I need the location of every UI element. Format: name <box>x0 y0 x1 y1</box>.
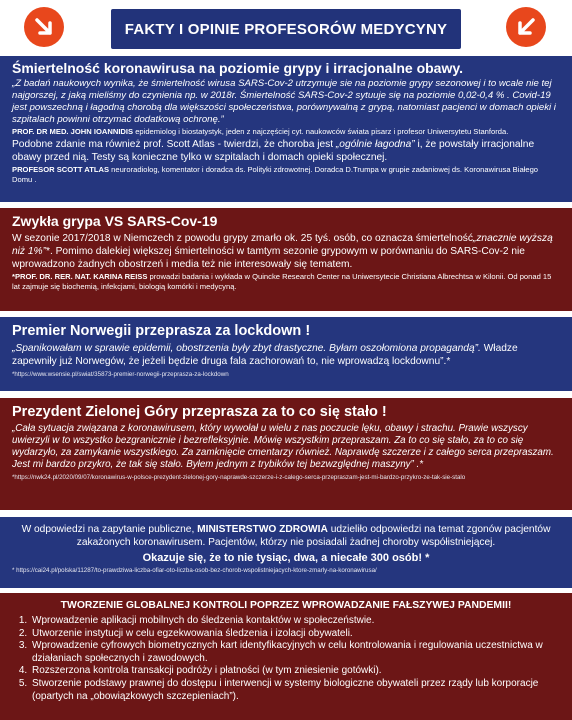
paragraph-norway <box>12 342 560 368</box>
paragraph-ministry <box>12 523 560 549</box>
section-heading: TWORZENIE GLOBALNEJ KONTROLI POPRZEZ WPROWADZANIE FAŁSZYWEJ PANDEMII! <box>60 600 512 611</box>
source-link[interactable]: *https://www.wsensie.pl/swiat/35873-premier-norwegii-przeprasza-za-lockdown <box>12 371 229 378</box>
section-heading: Premier Norwegii przeprasza za lockdown ! <box>12 323 311 339</box>
author-name: PROFESOR SCOTT ATLAS <box>12 165 110 174</box>
source-link[interactable]: * https://cai24.pl/polska/11287/to-prawdziwa-liczba-ofiar-oto-liczba-osob-bez-chorob-wspolistniejacych-ktore-zmarly-na-koronawirusa/ <box>12 567 377 574</box>
control-list <box>12 615 560 703</box>
section-heading: Śmiertelność koronawirusa na poziomie grypy i irracjonalne obawy. <box>12 60 463 76</box>
quote: „Spanikowałam w sprawie epidemii, obostrzenia były zbyt drastyczne. Byłam oszołomiona propagandą”. <box>12 343 481 354</box>
list-item: 2. Utworzenie instytucji w celu egzekwowania śledzenia i izolacji obywateli. <box>30 628 560 641</box>
text: W sezonie 2017/2018 w Niemczech z powodu grypy zmarło ok. 25 tyś. osób, co oznacza śmiertelność <box>12 233 473 244</box>
author-note <box>12 272 560 292</box>
section-flu-vs-sars <box>0 208 572 311</box>
section-ministry <box>0 517 572 588</box>
header <box>0 0 572 56</box>
section-global-control <box>0 593 572 720</box>
source-link[interactable]: *https://nwk24.pl/2020/09/07/koronawirus-w-polsce-prezydent-zielonej-gory-naprawde-szczerze-i-z-calego-serca-przepraszam-jest-mi-bardzo-przykro-ze-tak-sie-stalo <box>12 474 466 481</box>
author-desc: prowadzi badania i wykłada w Quincke Research Center na Uniwersytecie Christiana Albrechtsa w Kilonii. Od ponad 15 lat zajmuje się biochemią, infekcjami, biologią komórki i medycyną. <box>12 272 552 291</box>
list-item: 4. Rozszerzona kontrola transakcji podróży i płatności (w tym zniesienie gotówki). <box>30 665 560 678</box>
quote: „ogólnie łagodna” <box>335 139 415 150</box>
section-mortality <box>0 56 572 202</box>
text: udzieliło odpowiedzi na temat zgonów pacjentów zakażonych koronawirusem. Pacjentów, którzy nie posiadali żadnej choroby współistniejącej. <box>76 524 551 548</box>
text: W odpowiedzi na zapytanie publiczne, <box>21 524 198 535</box>
section-heading: Zwykła grypa VS SARS-Cov-19 <box>12 213 218 229</box>
text: Podobne zdanie ma również prof. Scott Atlas - twierdzi, że choroba jest <box>12 139 336 150</box>
page-title: FAKTY I OPINIE PROFESORÓW MEDYCYNY <box>111 9 461 49</box>
ministry-name: MINISTERSTWO ZDROWIA <box>197 524 328 535</box>
author-name: *PROF. DR. RER. NAT. KARINA REISS <box>12 272 148 281</box>
highlight-text: Okazuje się, że to nie tysiąc, dwa, a niecałe 300 osób! * <box>142 552 430 564</box>
author-name: PROF. DR MED. JOHN IOANNIDIS <box>12 127 134 136</box>
arrow-down-right-icon <box>24 7 64 47</box>
quote: „znacznie wyższą niż 1%” <box>12 233 553 257</box>
author-note <box>12 165 560 185</box>
quote-president: „Cała sytuacja związana z koronawirusem, który wywołał u wielu z nas poczucie lęku, obawy i strachu. Prawie wszyscy uwierzyli w to wszystko bezgranicznie i bezrefleksyjnie. Mówię wszystkim przepraszam. Za to co się stało, za to co się wydarzyło, za zamykanie wszystkiego. Za zamknięcie cmentarzy również. Naprawdę szczerze i z całego serca przepraszam. Jest mi bardzo przykro, że tak się stało. Byłem jednym z trybików tej bezwzględnej maszyny” .* <box>12 423 554 470</box>
quote-ioannidis: „Z badań naukowych wynika, że śmiertelność wirusa SARS-Cov-2 utrzymuje sie na poziomie grypy sezonowej i to wcale nie tej najgorszej, z jaką mieliśmy do czynienia np. w 2018r. Śmiertelność SARS-Cov-2 sytuuje się na poziomie 0,02-0,4 % . Covid-19 jest powszechną i łagodną chorobą dla większości społeczeństwa, porównywalną z grypą, natomiast pacjenci w domach opieki i szpitalach powinni otrzymać dodatkową ochronę.” <box>12 78 556 125</box>
section-heading: Prezydent Zielonej Góry przeprasza za to co się stało ! <box>12 404 387 420</box>
list-item: 1. Wprowadzenie aplikacji mobilnych do śledzenia kontaktów w społeczeństwie. <box>30 615 560 628</box>
text: Władze zapewniły już Norwegów, że jeżeli będzie druga fala zachorowań to, nie wprowadzą lockdownu”.* <box>12 343 518 367</box>
paragraph-flu <box>12 232 560 271</box>
author-note <box>12 127 560 137</box>
list-item: 5. Stworzenie podstawy prawnej do dostępu i interwencji w systemy biologiczne obywateli przez rządy lub korporacje (opartych na „obowiązkowych szczepieniach”). <box>30 678 560 703</box>
author-desc: neuroradiolog, komentator i doradca ds. Polityki zdrowotnej. Doradca D.Trumpa w grupie zadaniowej ds. Koronawirusa Białego Domu . <box>12 165 539 184</box>
section-norway <box>0 317 572 391</box>
section-zielona-gora <box>0 398 572 510</box>
text: i, że powstały irracjonalne obawy przed nią. Testy są konieczne tylko w szpitalach i domach opieki społecznej. <box>12 139 535 163</box>
paragraph-atlas <box>12 138 560 164</box>
arrow-down-left-icon <box>506 7 546 47</box>
list-item: 3. Wprowadzenie cyfrowych biometrycznych kart identyfikacyjnych w celu kontrolowania i regulowania uczestnictwa w działaniach społecznych i zawodowych. <box>30 640 560 665</box>
text: *. Pomimo dalekiej większej śmiertelności w tamtym sezonie grypowym w porównaniu do SARS-Cov-2 nie wprowadzono żadnych obostrzeń i media też nie interesowały się tematem. <box>12 246 525 270</box>
author-desc: epidemiolog i biostatystyk, jeden z najczęściej cyt. naukowców świata pisarz i profesor Uniwersytetu Stanforda. <box>133 127 509 136</box>
